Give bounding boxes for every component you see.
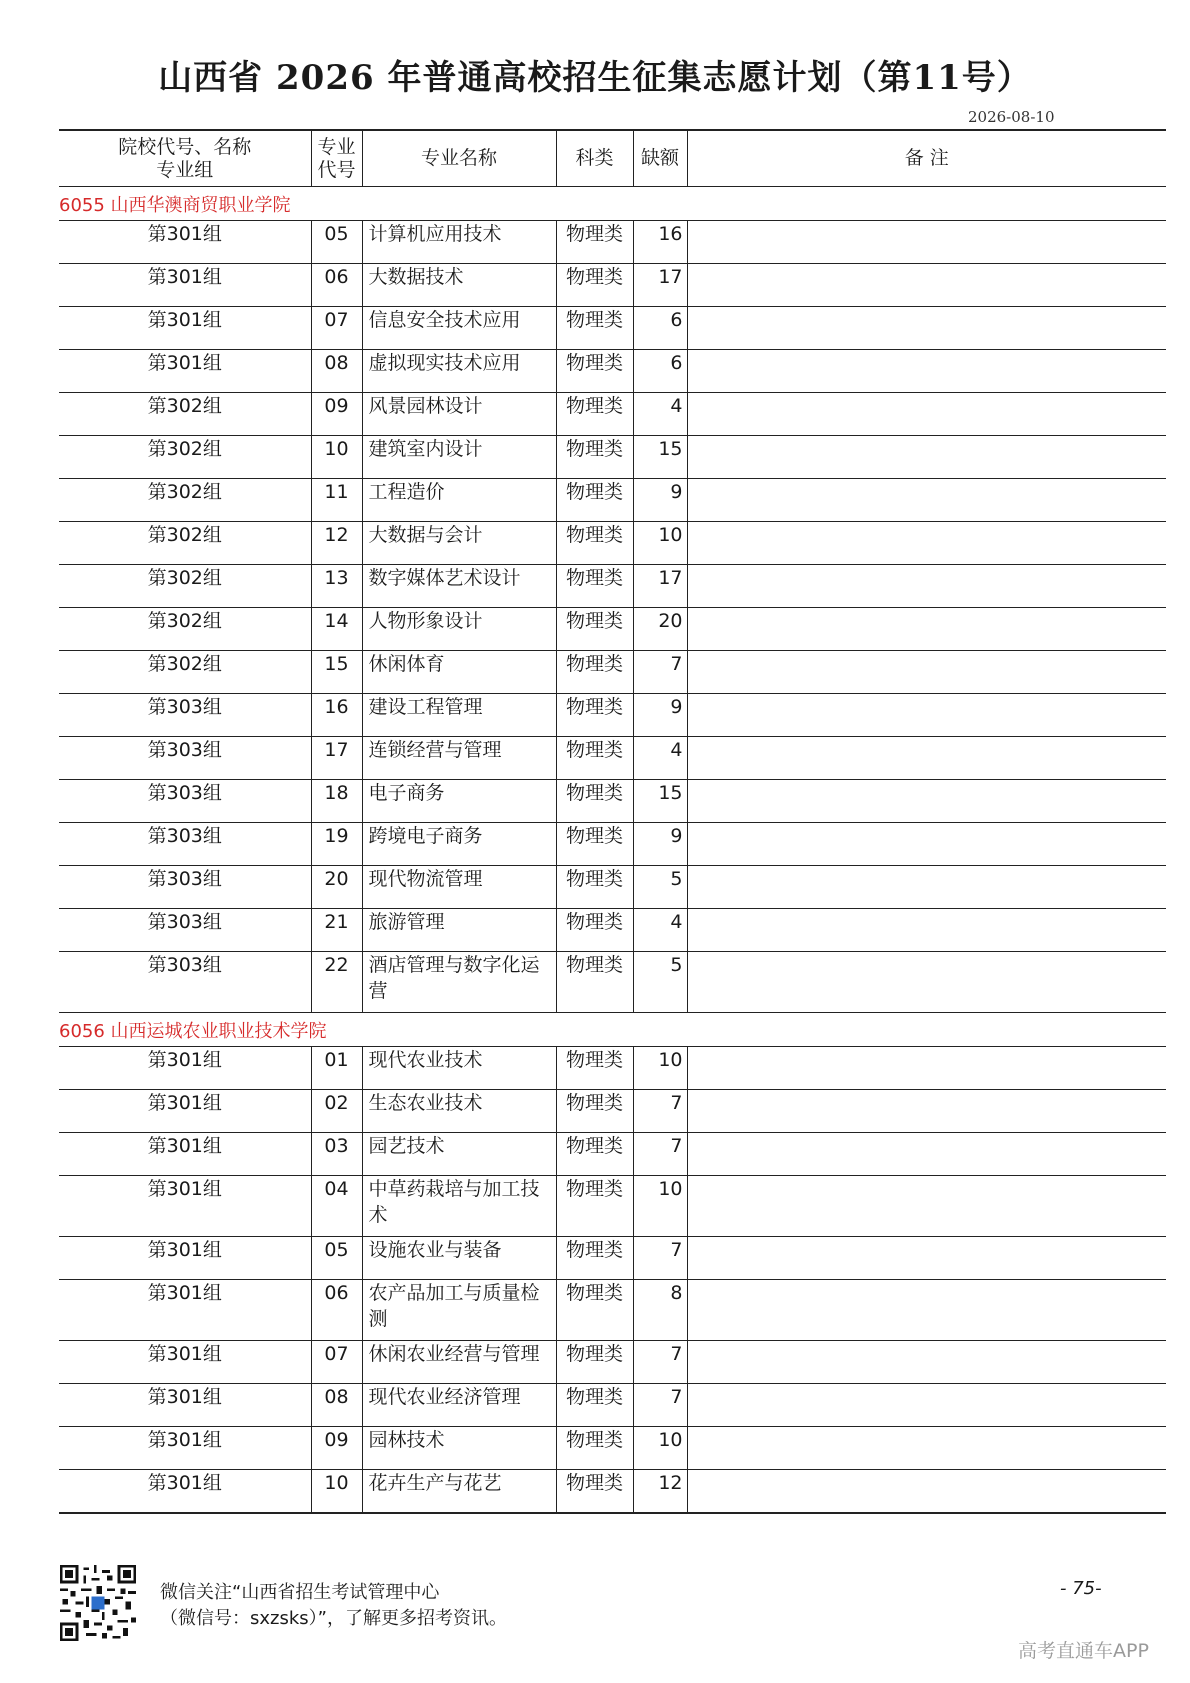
header-school: 院校代号、名称 [118, 135, 252, 158]
major-name-cell: 信息安全技术应用 [362, 307, 556, 350]
table-row [59, 1384, 1166, 1427]
group-cell: 第303组 [59, 866, 311, 909]
header-group: 专业组 [156, 158, 214, 181]
major-name-cell: 跨境电子商务 [362, 823, 556, 866]
major-code-cell: 01 [311, 1047, 362, 1090]
major-name-cell: 生态农业技术 [362, 1090, 556, 1133]
group-cell: 第301组 [59, 1090, 311, 1133]
category-cell: 物理类 [556, 1384, 633, 1427]
table-row [59, 350, 1166, 393]
major-name-cell: 数字媒体艺术设计 [362, 565, 556, 608]
group-cell: 第301组 [59, 1133, 311, 1176]
major-name-cell: 连锁经营与管理 [362, 737, 556, 780]
major-code-cell: 14 [311, 608, 362, 651]
group-cell: 第301组 [59, 350, 311, 393]
remark-cell [687, 737, 1166, 780]
remark-cell [687, 1047, 1166, 1090]
table-row [59, 565, 1166, 608]
vacancy-cell: 6 [633, 307, 687, 350]
vacancy-cell: 7 [633, 651, 687, 694]
major-name-cell: 旅游管理 [362, 909, 556, 952]
major-name-cell: 休闲体育 [362, 651, 556, 694]
remark-cell [687, 1341, 1166, 1384]
remark-cell [687, 1427, 1166, 1470]
header-vacancy: 缺额 [633, 130, 687, 187]
group-cell: 第301组 [59, 1237, 311, 1280]
major-code-cell: 20 [311, 866, 362, 909]
table-header-row [59, 130, 1166, 187]
category-cell: 物理类 [556, 823, 633, 866]
major-name-cell: 电子商务 [362, 780, 556, 823]
category-cell: 物理类 [556, 1427, 633, 1470]
remark-cell [687, 565, 1166, 608]
group-cell: 第302组 [59, 436, 311, 479]
major-code-cell: 05 [311, 221, 362, 264]
group-cell: 第303组 [59, 694, 311, 737]
group-cell: 第301组 [59, 1341, 311, 1384]
table-row [59, 866, 1166, 909]
group-cell: 第302组 [59, 522, 311, 565]
vacancy-cell: 9 [633, 823, 687, 866]
table-row [59, 608, 1166, 651]
vacancy-cell: 17 [633, 264, 687, 307]
vacancy-cell: 7 [633, 1341, 687, 1384]
major-code-cell: 17 [311, 737, 362, 780]
table-row [59, 393, 1166, 436]
group-cell: 第301组 [59, 1176, 311, 1237]
vacancy-cell: 10 [633, 1047, 687, 1090]
major-name-cell: 计算机应用技术 [362, 221, 556, 264]
major-name-cell: 园艺技术 [362, 1133, 556, 1176]
remark-cell [687, 1280, 1166, 1341]
group-cell: 第303组 [59, 780, 311, 823]
header-category: 科类 [556, 130, 633, 187]
vacancy-cell: 12 [633, 1470, 687, 1514]
major-code-cell: 07 [311, 307, 362, 350]
table-row [59, 737, 1166, 780]
vacancy-cell: 7 [633, 1384, 687, 1427]
table-row [59, 909, 1166, 952]
vacancy-cell: 10 [633, 1176, 687, 1237]
category-cell: 物理类 [556, 1280, 633, 1341]
major-name-cell: 现代农业经济管理 [362, 1384, 556, 1427]
major-code-cell: 12 [311, 522, 362, 565]
group-cell: 第302组 [59, 393, 311, 436]
major-code-cell: 06 [311, 264, 362, 307]
category-cell: 物理类 [556, 350, 633, 393]
vacancy-cell: 16 [633, 221, 687, 264]
header-code-line2: 代号 [317, 158, 356, 181]
table-row [59, 823, 1166, 866]
remark-cell [687, 1384, 1166, 1427]
school-name: 6055 山西华澳商贸职业学院 [59, 187, 1166, 221]
vacancy-cell: 5 [633, 952, 687, 1013]
major-name-cell: 农产品加工与质量检测 [362, 1280, 556, 1341]
category-cell: 物理类 [556, 1176, 633, 1237]
vacancy-cell: 7 [633, 1237, 687, 1280]
major-code-cell: 16 [311, 694, 362, 737]
remark-cell [687, 1133, 1166, 1176]
remark-cell [687, 350, 1166, 393]
category-cell: 物理类 [556, 1470, 633, 1514]
table-row [59, 780, 1166, 823]
major-code-cell: 02 [311, 1090, 362, 1133]
vacancy-cell: 7 [633, 1090, 687, 1133]
remark-cell [687, 823, 1166, 866]
major-name-cell: 设施农业与装备 [362, 1237, 556, 1280]
remark-cell [687, 1237, 1166, 1280]
header-major-name: 专业名称 [362, 130, 556, 187]
group-cell: 第302组 [59, 651, 311, 694]
table-row [59, 1133, 1166, 1176]
category-cell: 物理类 [556, 264, 633, 307]
group-cell: 第301组 [59, 1047, 311, 1090]
category-cell: 物理类 [556, 1090, 633, 1133]
page-title: 山西省 2026 年普通高校招生征集志愿计划（第11号） [158, 58, 1032, 98]
group-cell: 第302组 [59, 479, 311, 522]
major-code-cell: 08 [311, 350, 362, 393]
remark-cell [687, 651, 1166, 694]
wechat-note-line1: 微信关注“山西省招生考试管理中心 [160, 1582, 440, 1603]
remark-cell [687, 1176, 1166, 1237]
major-code-cell: 22 [311, 952, 362, 1013]
category-cell: 物理类 [556, 780, 633, 823]
major-name-cell: 花卉生产与花艺 [362, 1470, 556, 1514]
category-cell: 物理类 [556, 565, 633, 608]
category-cell: 物理类 [556, 1133, 633, 1176]
major-code-cell: 09 [311, 1427, 362, 1470]
major-code-cell: 06 [311, 1280, 362, 1341]
vacancy-cell: 8 [633, 1280, 687, 1341]
header-code-line1: 专业 [317, 135, 356, 158]
remark-cell [687, 393, 1166, 436]
vacancy-cell: 17 [633, 565, 687, 608]
table-row [59, 952, 1166, 1013]
table-row [59, 221, 1166, 264]
major-name-cell: 休闲农业经营与管理 [362, 1341, 556, 1384]
major-code-cell: 03 [311, 1133, 362, 1176]
remark-cell [687, 436, 1166, 479]
vacancy-cell: 15 [633, 780, 687, 823]
table-row [59, 479, 1166, 522]
header-remark: 备 注 [687, 130, 1166, 187]
school-header-row [59, 187, 1166, 221]
category-cell: 物理类 [556, 307, 633, 350]
major-name-cell: 建筑室内设计 [362, 436, 556, 479]
category-cell: 物理类 [556, 479, 633, 522]
group-cell: 第301组 [59, 1280, 311, 1341]
table-row [59, 1090, 1166, 1133]
remark-cell [687, 866, 1166, 909]
major-code-cell: 08 [311, 1384, 362, 1427]
major-code-cell: 05 [311, 1237, 362, 1280]
major-name-cell: 人物形象设计 [362, 608, 556, 651]
category-cell: 物理类 [556, 866, 633, 909]
remark-cell [687, 952, 1166, 1013]
table-row [59, 1047, 1166, 1090]
major-code-cell: 13 [311, 565, 362, 608]
table-row [59, 307, 1166, 350]
vacancy-cell: 20 [633, 608, 687, 651]
remark-cell [687, 1090, 1166, 1133]
school-header-row [59, 1013, 1166, 1047]
category-cell: 物理类 [556, 1237, 633, 1280]
major-code-cell: 21 [311, 909, 362, 952]
category-cell: 物理类 [556, 651, 633, 694]
major-name-cell: 风景园林设计 [362, 393, 556, 436]
table-row [59, 264, 1166, 307]
publish-date: 2026-08-10 [968, 108, 1055, 126]
remark-cell [687, 221, 1166, 264]
major-name-cell: 园林技术 [362, 1427, 556, 1470]
vacancy-cell: 4 [633, 909, 687, 952]
vacancy-cell: 9 [633, 694, 687, 737]
category-cell: 物理类 [556, 608, 633, 651]
table-row [59, 1427, 1166, 1470]
group-cell: 第303组 [59, 952, 311, 1013]
major-name-cell: 大数据与会计 [362, 522, 556, 565]
major-code-cell: 09 [311, 393, 362, 436]
vacancy-cell: 4 [633, 737, 687, 780]
vacancy-cell: 10 [633, 1427, 687, 1470]
category-cell: 物理类 [556, 1047, 633, 1090]
remark-cell [687, 1470, 1166, 1514]
table-row [59, 1237, 1166, 1280]
remark-cell [687, 522, 1166, 565]
wechat-note-line2: （微信号：sxzsks）”，了解更多招考资讯。 [160, 1608, 507, 1629]
enrollment-plan-table [59, 129, 1166, 1514]
remark-cell [687, 479, 1166, 522]
group-cell: 第301组 [59, 264, 311, 307]
major-code-cell: 10 [311, 1470, 362, 1514]
major-code-cell: 19 [311, 823, 362, 866]
group-cell: 第303组 [59, 909, 311, 952]
header-major-code [311, 130, 362, 187]
major-name-cell: 现代物流管理 [362, 866, 556, 909]
school-name: 6056 山西运城农业职业技术学院 [59, 1013, 1166, 1047]
vacancy-cell: 9 [633, 479, 687, 522]
category-cell: 物理类 [556, 221, 633, 264]
group-cell: 第302组 [59, 565, 311, 608]
group-cell: 第303组 [59, 823, 311, 866]
vacancy-cell: 7 [633, 1133, 687, 1176]
group-cell: 第301组 [59, 1384, 311, 1427]
remark-cell [687, 264, 1166, 307]
major-name-cell: 酒店管理与数字化运营 [362, 952, 556, 1013]
major-code-cell: 11 [311, 479, 362, 522]
major-code-cell: 18 [311, 780, 362, 823]
category-cell: 物理类 [556, 1341, 633, 1384]
page-number: - 75- [1060, 1578, 1102, 1599]
major-name-cell: 建设工程管理 [362, 694, 556, 737]
remark-cell [687, 608, 1166, 651]
remark-cell [687, 694, 1166, 737]
category-cell: 物理类 [556, 436, 633, 479]
major-name-cell: 大数据技术 [362, 264, 556, 307]
major-name-cell: 现代农业技术 [362, 1047, 556, 1090]
vacancy-cell: 10 [633, 522, 687, 565]
category-cell: 物理类 [556, 737, 633, 780]
group-cell: 第301组 [59, 307, 311, 350]
vacancy-cell: 15 [633, 436, 687, 479]
group-cell: 第301组 [59, 221, 311, 264]
major-code-cell: 10 [311, 436, 362, 479]
major-code-cell: 07 [311, 1341, 362, 1384]
group-cell: 第303组 [59, 737, 311, 780]
major-name-cell: 工程造价 [362, 479, 556, 522]
table-row [59, 1341, 1166, 1384]
table-row [59, 1470, 1166, 1514]
group-cell: 第301组 [59, 1427, 311, 1470]
remark-cell [687, 909, 1166, 952]
group-cell: 第302组 [59, 608, 311, 651]
header-school-group [59, 130, 311, 187]
vacancy-cell: 5 [633, 866, 687, 909]
vacancy-cell: 4 [633, 393, 687, 436]
table-row [59, 1280, 1166, 1341]
remark-cell [687, 307, 1166, 350]
table-body [59, 187, 1166, 1514]
table-row [59, 522, 1166, 565]
category-cell: 物理类 [556, 694, 633, 737]
major-code-cell: 04 [311, 1176, 362, 1237]
table-row [59, 1176, 1166, 1237]
vacancy-cell: 6 [633, 350, 687, 393]
category-cell: 物理类 [556, 909, 633, 952]
category-cell: 物理类 [556, 522, 633, 565]
major-name-cell: 虚拟现实技术应用 [362, 350, 556, 393]
table-row [59, 651, 1166, 694]
qr-code-icon [60, 1565, 136, 1641]
table-row [59, 694, 1166, 737]
major-code-cell: 15 [311, 651, 362, 694]
app-watermark: 高考直通车APP [1018, 1640, 1149, 1662]
category-cell: 物理类 [556, 393, 633, 436]
remark-cell [687, 780, 1166, 823]
table-row [59, 436, 1166, 479]
group-cell: 第301组 [59, 1470, 311, 1514]
major-name-cell: 中草药栽培与加工技术 [362, 1176, 556, 1237]
category-cell: 物理类 [556, 952, 633, 1013]
